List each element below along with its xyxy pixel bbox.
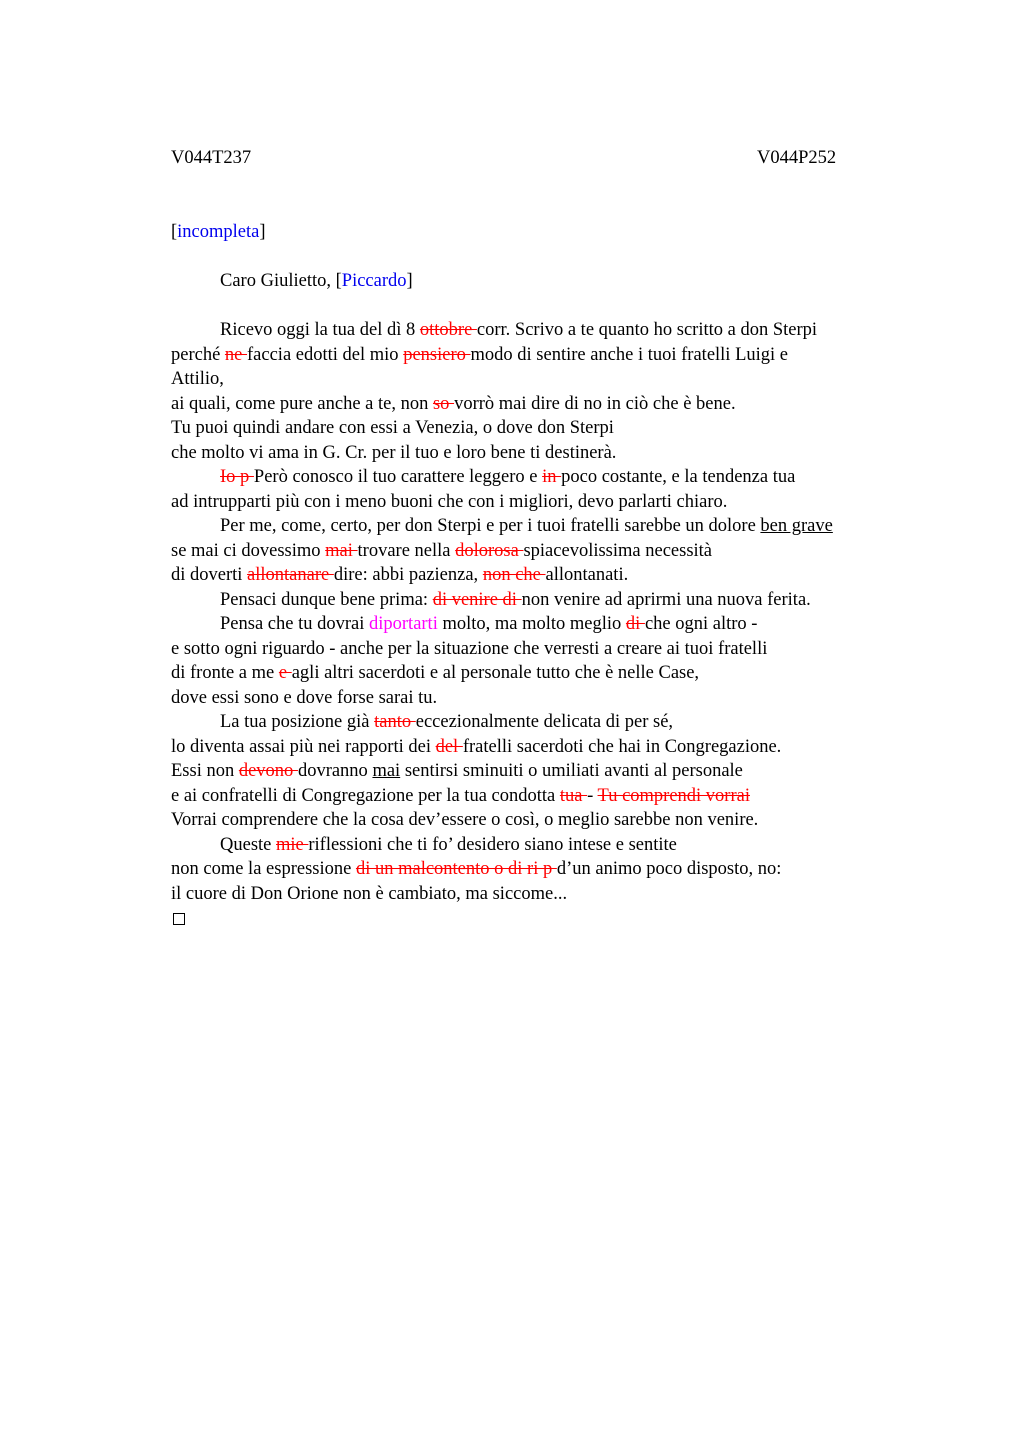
text-segment: eccezionalmente delicata di per sé, bbox=[415, 712, 674, 732]
letter-body bbox=[171, 220, 931, 931]
spacer bbox=[171, 294, 931, 319]
text-line bbox=[171, 514, 931, 539]
letter-lines bbox=[171, 318, 931, 906]
text-line bbox=[171, 318, 931, 343]
text-segment: - bbox=[587, 785, 598, 806]
text-segment: molto, ma molto meglio bbox=[437, 614, 626, 634]
status-note bbox=[171, 220, 931, 245]
text-segment: Queste bbox=[220, 834, 276, 855]
text-line bbox=[171, 343, 931, 368]
text-segment: Ricevo oggi la tua del dì 8 bbox=[220, 320, 420, 340]
text-segment: ad intrupparti più con i meno buoni che con i migliori, devo parlarti chiaro. bbox=[171, 491, 728, 512]
text-segment: Però conosco il tuo carattere leggero e bbox=[253, 467, 543, 487]
text-segment: Attilio, bbox=[171, 369, 224, 389]
deleted-text: so bbox=[432, 393, 455, 414]
deleted-text: di venire di bbox=[432, 589, 522, 610]
salutation-text: Caro Giulietto, bbox=[220, 271, 336, 291]
recipient-name: Piccardo bbox=[341, 271, 407, 291]
text-segment: sentirsi sminuiti o umiliati avanti al personale bbox=[400, 761, 743, 781]
text-line bbox=[171, 416, 931, 441]
text-line bbox=[171, 808, 931, 833]
text-line bbox=[171, 882, 931, 907]
text-line bbox=[171, 637, 931, 662]
underlined-text: mai bbox=[372, 761, 401, 781]
text-line bbox=[171, 686, 931, 711]
text-segment: se mai ci dovessimo bbox=[171, 540, 326, 561]
text-line bbox=[171, 367, 931, 392]
text-line bbox=[171, 539, 931, 564]
deleted-text: mai bbox=[325, 540, 358, 561]
status-label: incompleta bbox=[177, 222, 260, 242]
end-marker bbox=[171, 906, 931, 931]
text-segment: fratelli sacerdoti che hai in Congregazione. bbox=[462, 736, 782, 757]
text-segment: agli altri sacerdoti e al personale tutto che è nelle Case, bbox=[291, 663, 700, 683]
deleted-text: ottobre bbox=[419, 320, 477, 340]
text-line bbox=[171, 784, 931, 809]
text-line bbox=[171, 612, 931, 637]
text-segment: Pensaci dunque bene prima: bbox=[220, 589, 433, 610]
text-segment: non venire ad aprirmi una nuova ferita. bbox=[521, 589, 811, 610]
text-segment: d’un animo poco disposto, no: bbox=[556, 859, 782, 879]
deleted-text: in bbox=[542, 467, 562, 487]
text-segment: dire: abbi pazienza, bbox=[333, 565, 483, 585]
status-open-bracket: [ bbox=[171, 222, 178, 242]
deleted-text: Io p bbox=[220, 467, 254, 487]
text-line bbox=[171, 465, 931, 490]
text-segment: trovare nella bbox=[357, 540, 456, 561]
deleted-text: pensiero bbox=[403, 344, 471, 365]
text-segment: Tu puoi quindi andare con essi a Venezia, o dove don Sterpi bbox=[171, 418, 614, 438]
deleted-text: devono bbox=[238, 761, 298, 781]
deleted-text: tanto bbox=[374, 712, 416, 732]
text-segment: di fronte a me bbox=[171, 663, 279, 683]
text-segment: che ogni altro - bbox=[644, 614, 758, 634]
text-line bbox=[171, 563, 931, 588]
text-line bbox=[171, 710, 931, 735]
document-code-right: V044P252 bbox=[757, 148, 837, 168]
text-segment: vorrò mai dire di no in ciò che è bene. bbox=[454, 393, 736, 414]
status-close-bracket: ] bbox=[259, 222, 266, 242]
text-segment: e sotto ogni riguardo - anche per la situazione che verresti a creare ai tuoi fratelli bbox=[171, 638, 768, 659]
text-segment: lo diventa assai più nei rapporti dei bbox=[171, 736, 436, 757]
text-segment: dove essi sono e dove forse sarai tu. bbox=[171, 687, 438, 708]
text-segment: poco costante, e la tendenza tua bbox=[561, 467, 796, 487]
text-line bbox=[171, 490, 931, 515]
text-segment: dovranno bbox=[297, 761, 373, 781]
deleted-text: Tu comprendi vorrai bbox=[597, 785, 750, 806]
text-segment: La tua posizione già bbox=[220, 712, 375, 732]
salutation-open-bracket: [ bbox=[335, 271, 342, 291]
text-segment: riflessioni che ti fo’ desidero siano intese e sentite bbox=[308, 834, 677, 855]
deleted-text: di un malcontento o di ri p bbox=[355, 859, 557, 879]
deleted-text: mie bbox=[276, 834, 309, 855]
document-code-left: V044T237 bbox=[171, 148, 252, 168]
text-segment: allontanati. bbox=[545, 565, 629, 585]
text-segment: perché bbox=[171, 344, 225, 365]
text-segment: Per me, come, certo, per don Sterpi e per i tuoi fratelli sarebbe un dolore bbox=[220, 516, 761, 536]
deleted-text: del bbox=[435, 736, 463, 757]
text-line bbox=[171, 735, 931, 760]
text-segment: di doverti bbox=[171, 565, 248, 585]
text-segment: il cuore di Don Orione non è cambiato, ma siccome... bbox=[171, 883, 568, 904]
text-line bbox=[171, 857, 931, 882]
text-line bbox=[171, 661, 931, 686]
salutation-close-bracket: ] bbox=[406, 271, 413, 291]
deleted-text: allontanare bbox=[247, 565, 334, 585]
text-line bbox=[171, 441, 931, 466]
text-segment: Essi non bbox=[171, 761, 239, 781]
highlighted-text: diportarti bbox=[369, 614, 438, 634]
text-segment: modo di sentire anche i tuoi fratelli Luigi e bbox=[470, 344, 788, 365]
text-segment: non come la espressione bbox=[171, 859, 356, 879]
text-line bbox=[171, 588, 931, 613]
text-line bbox=[171, 392, 931, 417]
text-segment: spiacevolissima necessità bbox=[523, 540, 713, 561]
underlined-text: ben grave bbox=[760, 516, 833, 536]
deleted-text: tua bbox=[559, 785, 588, 806]
text-line bbox=[171, 759, 931, 784]
text-line bbox=[171, 833, 931, 858]
salutation bbox=[171, 269, 931, 294]
deleted-text: ne bbox=[224, 344, 248, 365]
text-segment: corr. Scrivo a te quanto ho scritto a don Sterpi bbox=[476, 320, 818, 340]
spacer bbox=[171, 245, 931, 270]
text-segment: Vorrai comprendere che la cosa dev’essere o così, o meglio sarebbe non venire. bbox=[171, 810, 759, 830]
text-segment: ai quali, come pure anche a te, non bbox=[171, 393, 433, 414]
text-segment: faccia edotti del mio bbox=[247, 344, 404, 365]
text-segment: Pensa che tu dovrai bbox=[220, 614, 369, 634]
deleted-text: dolorosa bbox=[455, 540, 524, 561]
deleted-text: non che bbox=[482, 565, 546, 585]
empty-square-icon bbox=[173, 913, 185, 925]
deleted-text: di bbox=[625, 614, 645, 634]
text-segment: che molto vi ama in G. Cr. per il tuo e loro bene ti destinerà. bbox=[171, 442, 617, 463]
text-segment: e ai confratelli di Congregazione per la tua condotta bbox=[171, 785, 560, 806]
deleted-text: e bbox=[278, 663, 292, 683]
